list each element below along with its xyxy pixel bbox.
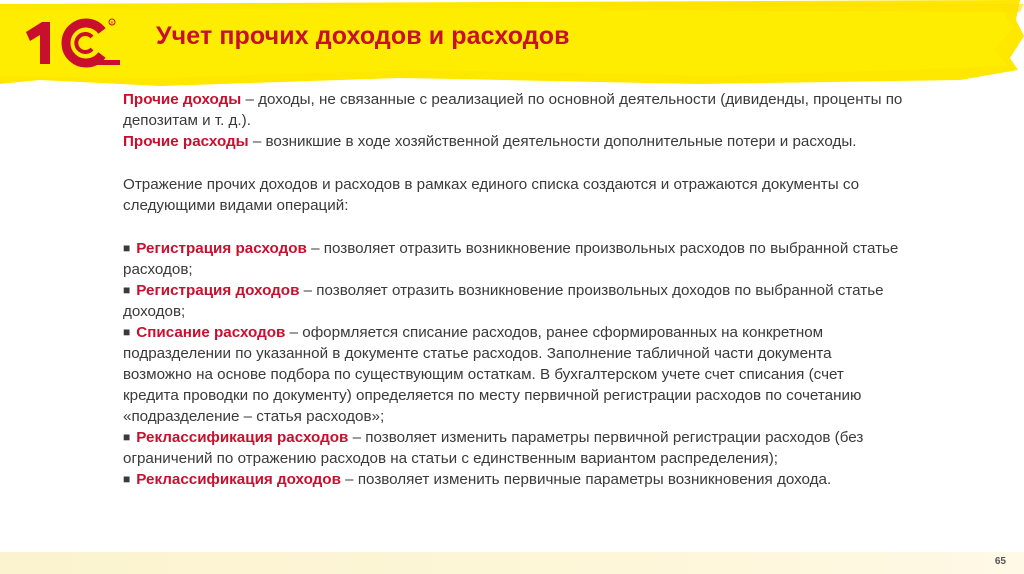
item-text: – позволяет отразить возникновение произвольных расходов по выбранной статье расходов;	[123, 240, 899, 278]
bullet-square-icon: ■	[123, 241, 131, 255]
page-number: 65	[994, 556, 1006, 567]
bullet-square-icon: ■	[123, 283, 131, 297]
term-label: Прочие доходы	[123, 91, 242, 108]
definition-text: – доходы, не связанные с реализацией по основной деятельности (дивиденды, проценты по депозитам и т. д.).	[123, 91, 903, 129]
intro-paragraph: Отражение прочих доходов и расходов в рамках единого списка создаются и отражаются документы со следующими видами операций:	[123, 176, 860, 214]
item-text: – позволяет изменить первичные параметры возникновения дохода.	[340, 471, 832, 488]
term-label: Списание расходов	[136, 324, 286, 341]
term-label: Прочие расходы	[123, 133, 249, 150]
content-body	[123, 89, 903, 490]
list-item	[123, 469, 903, 490]
item-text: – позволяет отразить возникновение произвольных доходов по выбранной статье доходов;	[123, 282, 884, 320]
definition-other-expenses	[123, 131, 903, 152]
term-label: Регистрация расходов	[136, 240, 307, 257]
bullet-square-icon: ■	[123, 430, 131, 444]
bullet-square-icon: ■	[123, 472, 131, 486]
bullet-square-icon: ■	[123, 325, 131, 339]
list-item	[123, 280, 903, 322]
term-label: Реклассификация расходов	[136, 429, 349, 446]
logo-1c-icon	[18, 14, 128, 68]
svg-text:R: R	[110, 20, 114, 25]
term-label: Регистрация доходов	[136, 282, 300, 299]
footer-strip	[0, 552, 1024, 574]
term-label: Реклассификация доходов	[136, 471, 341, 488]
list-item	[123, 427, 903, 469]
definition-text: – возникшие в ходе хозяйственной деятельности дополнительные потери и расходы.	[248, 133, 857, 150]
definition-other-income	[123, 89, 903, 131]
item-text: – оформляется списание расходов, ранее сформированных на конкретном подразделении по указанной в документе статье расходов. Заполнение табличной части документа возможно на основе подбора по существующим остаткам. В бухгалтерском учете счет списания (счет кредита проводки по документу) определяется по месту первичной регистрации расходов по сочетанию «подразделение – статья расходов»;	[123, 324, 862, 425]
spacer	[123, 152, 903, 174]
spacer	[123, 216, 903, 238]
list-item	[123, 322, 903, 427]
list-item	[123, 238, 903, 280]
item-text: – позволяет изменить параметры первичной регистрации расходов (без ограничений по отражению расходов на статьи с единственным вариантом распределения);	[123, 429, 864, 467]
page-title: Учет прочих доходов и расходов	[156, 22, 570, 50]
